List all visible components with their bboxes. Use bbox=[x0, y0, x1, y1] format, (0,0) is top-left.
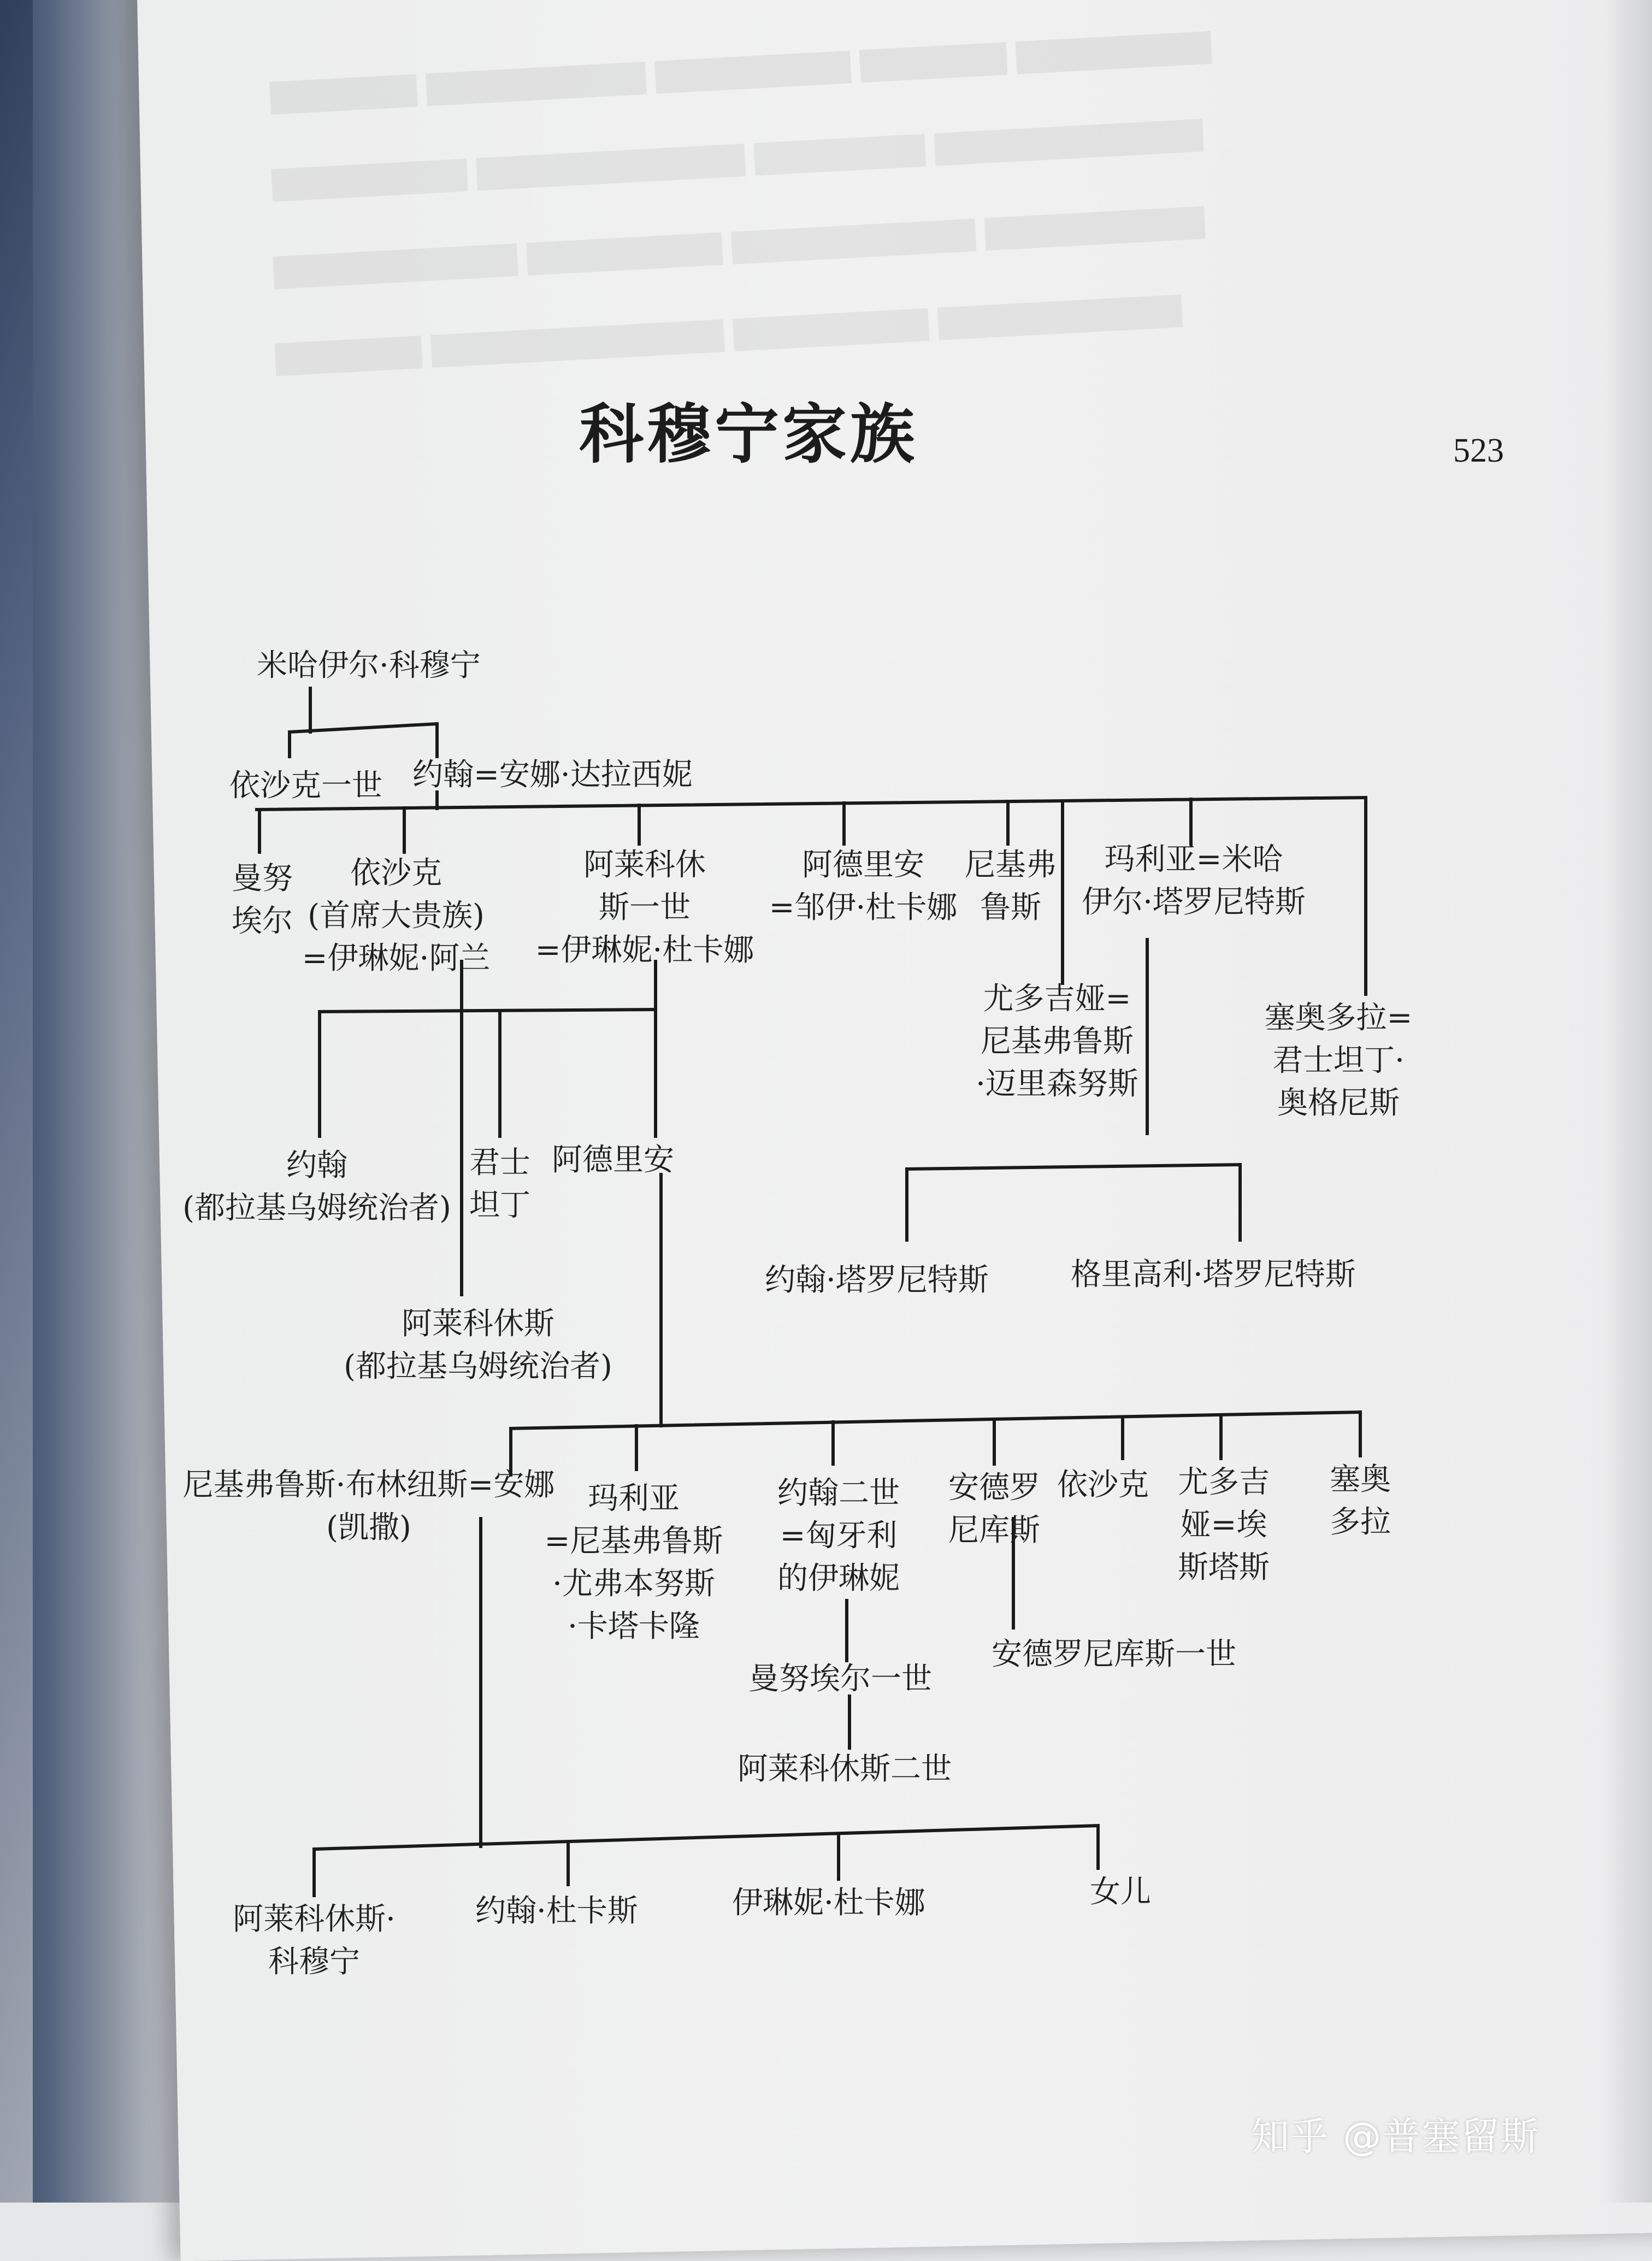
person-manuel-i: 曼努埃尔一世 bbox=[748, 1661, 932, 1697]
person-john-of-dyrrachium bbox=[164, 1144, 470, 1230]
person-michael-komnenos: 米哈伊尔·科穆宁 bbox=[257, 648, 481, 683]
person-label-line: 曼努 bbox=[232, 861, 293, 896]
person-label-line: 阿莱科休斯· bbox=[233, 1902, 396, 1937]
person-label-line: =邹伊·杜卡娜 bbox=[769, 890, 958, 925]
person-label-line: 塞奥 bbox=[1330, 1462, 1391, 1497]
person-label-line: 依沙克 bbox=[350, 855, 442, 891]
person-eudokia-komnene bbox=[1169, 1461, 1278, 1589]
zhihu-watermark: 知乎 @普塞留斯 bbox=[1251, 2114, 1540, 2159]
person-label-line: 尼基弗 bbox=[965, 847, 1057, 883]
person-daughter: 女儿 bbox=[1090, 1874, 1151, 1910]
person-alexios-ii: 阿莱科休斯二世 bbox=[738, 1751, 952, 1787]
person-john-doukas: 约翰·杜卡斯 bbox=[475, 1893, 638, 1929]
person-john-taronites: 约翰·塔罗尼特斯 bbox=[765, 1262, 989, 1298]
person-label-line: 君士 bbox=[469, 1145, 530, 1180]
person-label-line: 玛利亚 bbox=[588, 1481, 680, 1516]
person-label-line: =匈牙利 bbox=[780, 1518, 898, 1554]
person-label-line: ·尤弗本努斯 bbox=[552, 1566, 715, 1602]
person-label-line: 多拉 bbox=[1330, 1504, 1391, 1540]
person-label-line: (都拉基乌姆统治者) bbox=[182, 1190, 451, 1226]
person-label-line: 科穆宁 bbox=[268, 1944, 360, 1980]
show-through-texture: ▇▇▇▇▇▇▇▇▇▇ ▇▇▇▇▇▇▇▇ ▇▇▇▇▇▇▇▇▇▇ ▇▇▇▇▇▇▇▇▇ bbox=[273, 201, 1206, 289]
person-irene-doukaina: 伊琳妮·杜卡娜 bbox=[732, 1885, 925, 1921]
person-label-line: (凯撒) bbox=[326, 1510, 411, 1545]
person-label-line: 埃尔 bbox=[232, 904, 293, 939]
person-label-line: 安德罗 bbox=[948, 1470, 1040, 1506]
person-label-line: 约翰二世 bbox=[777, 1475, 900, 1511]
person-alexios-komnenos bbox=[210, 1898, 418, 1983]
person-alexios-i bbox=[514, 844, 776, 972]
person-label-line: 尤多吉 bbox=[1178, 1465, 1270, 1500]
person-nikephoros bbox=[956, 844, 1065, 929]
person-label-line: 尼基弗鲁斯 bbox=[981, 1024, 1134, 1059]
person-anna-komnene bbox=[156, 1464, 582, 1549]
person-andronikos-i: 安德罗尼库斯一世 bbox=[992, 1637, 1236, 1672]
person-maria-and-michael-taronites bbox=[1068, 839, 1319, 924]
person-isaac-son: 依沙克 bbox=[1057, 1467, 1149, 1503]
person-manuel bbox=[229, 858, 295, 943]
person-theodora bbox=[1251, 997, 1426, 1125]
person-theodora-komnene bbox=[1317, 1459, 1404, 1544]
show-through-texture: ▇▇▇▇▇▇▇▇ ▇▇▇▇▇▇▇▇▇▇▇ ▇▇▇▇▇▇▇ ▇▇▇▇▇▇▇▇▇▇▇ bbox=[271, 114, 1204, 202]
person-alexios-of-dyrrachium bbox=[317, 1303, 639, 1388]
person-label-line: 伊尔·塔罗尼特斯 bbox=[1082, 884, 1306, 920]
person-isaac-sebastokrator bbox=[287, 852, 505, 980]
person-konstantinos bbox=[462, 1142, 538, 1227]
person-label-line: 阿莱科休 bbox=[583, 847, 706, 883]
person-adrian bbox=[765, 844, 961, 929]
person-label-line: 君士坦丁· bbox=[1272, 1043, 1405, 1078]
person-label-line: 鲁斯 bbox=[980, 890, 1041, 925]
person-label-line: =伊琳妮·杜卡娜 bbox=[535, 932, 754, 968]
page-number: 523 bbox=[1453, 432, 1504, 469]
person-label-line: 尼基弗鲁斯·布林纽斯=安娜 bbox=[182, 1467, 555, 1503]
person-label-line: 娅=埃 bbox=[1180, 1507, 1267, 1543]
person-label-line: 约翰 bbox=[286, 1148, 347, 1183]
person-john-ii bbox=[754, 1472, 923, 1600]
person-label-line: 斯一世 bbox=[599, 890, 691, 925]
person-label-line: 塞奥多拉= bbox=[1264, 1000, 1413, 1036]
person-label-line: 玛利亚=米哈 bbox=[1104, 842, 1283, 877]
person-label-line: 尼库斯 bbox=[948, 1513, 1040, 1548]
person-label-line: ·迈里森努斯 bbox=[976, 1066, 1138, 1102]
person-john-and-anna-dalassene: 约翰=安娜·达拉西妮 bbox=[412, 757, 693, 793]
person-label-line: ·卡塔卡隆 bbox=[568, 1609, 700, 1644]
person-label-line: =伊琳妮·阿兰 bbox=[302, 941, 491, 976]
person-label-line: (都拉基乌姆统治者) bbox=[344, 1349, 612, 1384]
person-eudokia bbox=[953, 978, 1161, 1106]
person-andronikos bbox=[940, 1467, 1049, 1552]
person-label-line: 阿德里安 bbox=[802, 847, 924, 883]
person-label-line: 斯塔斯 bbox=[1178, 1550, 1270, 1585]
person-label-line: 奥格尼斯 bbox=[1277, 1085, 1400, 1121]
person-label-line: 坦丁 bbox=[469, 1188, 530, 1223]
show-through-texture: ▇▇▇▇▇▇ ▇▇▇▇▇▇▇▇▇ ▇▇▇▇▇▇▇▇ ▇▇▇▇▇▇ ▇▇▇▇▇▇▇▇ bbox=[269, 26, 1212, 115]
person-label-line: =尼基弗鲁斯 bbox=[544, 1524, 723, 1559]
person-label-line: 尤多吉娅= bbox=[983, 981, 1131, 1017]
person-label-line: 阿莱科休斯 bbox=[402, 1306, 554, 1342]
person-isaac-i: 依沙克一世 bbox=[229, 768, 382, 804]
person-adrian-son: 阿德里安 bbox=[552, 1142, 674, 1178]
person-gregory-taronites: 格里高利·塔罗尼特斯 bbox=[1071, 1257, 1356, 1292]
show-through-texture: ▇▇▇▇▇▇ ▇▇▇▇▇▇▇▇▇▇▇▇ ▇▇▇▇▇▇▇▇ ▇▇▇▇▇▇▇▇▇▇ bbox=[274, 290, 1183, 376]
person-label-line: (首席大贵族) bbox=[308, 898, 485, 934]
person-maria-komnene bbox=[522, 1478, 746, 1648]
person-label-line: 的伊琳妮 bbox=[777, 1561, 900, 1596]
page-title: 科穆宁家族 bbox=[579, 396, 918, 472]
